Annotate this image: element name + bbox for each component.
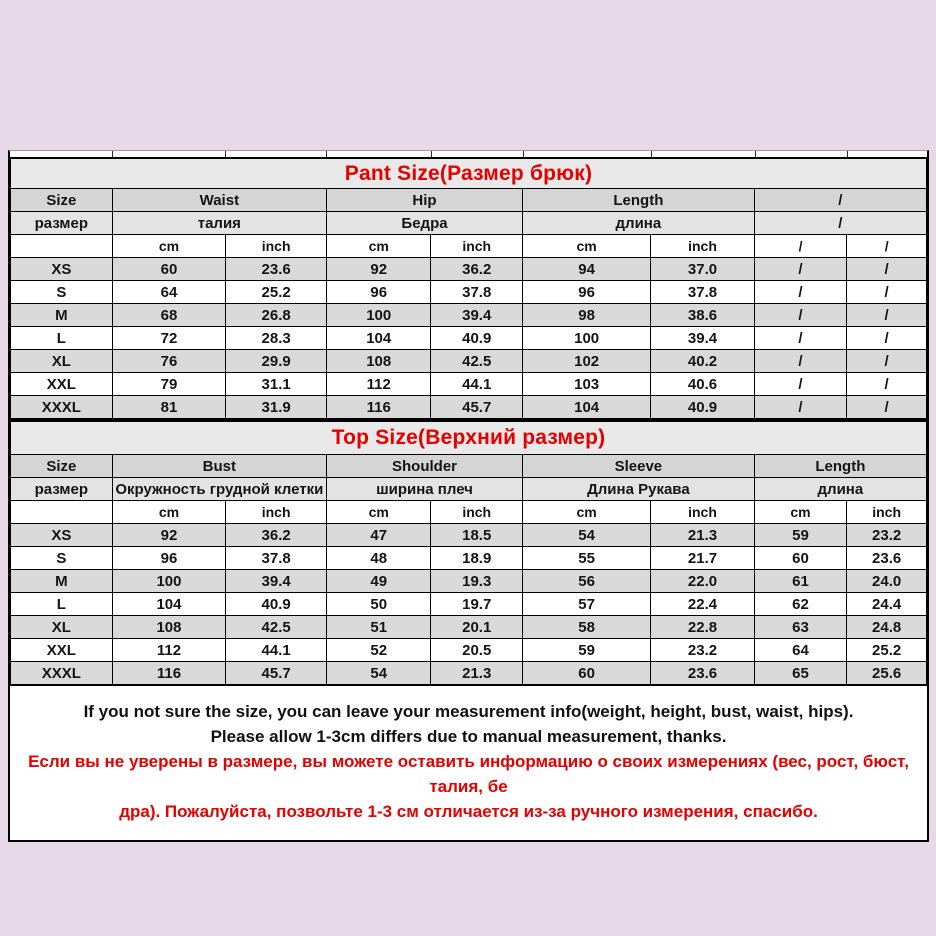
value-cell: 38.6 xyxy=(651,304,755,327)
value-cell: 64 xyxy=(754,639,847,662)
value-cell: 96 xyxy=(523,281,651,304)
top-row-L xyxy=(11,593,927,616)
value-cell: / xyxy=(847,327,927,350)
value-cell: 61 xyxy=(754,570,847,593)
value-cell: 104 xyxy=(327,327,431,350)
value-cell: 63 xyxy=(754,616,847,639)
pant-table-title: Pant Size(Размер брюк) xyxy=(11,158,927,189)
header-unit: cm xyxy=(754,501,847,524)
value-cell: 108 xyxy=(327,350,431,373)
value-cell: 103 xyxy=(523,373,651,396)
value-cell: 40.6 xyxy=(651,373,755,396)
size-label: L xyxy=(11,327,113,350)
size-label: XXL xyxy=(11,639,113,662)
value-cell: 22.4 xyxy=(651,593,755,616)
value-cell: 104 xyxy=(523,396,651,420)
value-cell: 24.4 xyxy=(847,593,927,616)
header-en: / xyxy=(754,189,926,212)
header-unit: / xyxy=(754,235,847,258)
top-size-table xyxy=(10,420,927,686)
pant-row-XXL xyxy=(11,373,927,396)
tables-host xyxy=(10,157,927,686)
top-row-XXXL xyxy=(11,662,927,686)
column-tick xyxy=(523,151,524,157)
value-cell: 40.9 xyxy=(226,593,327,616)
value-cell: 19.7 xyxy=(431,593,523,616)
size-label: XXL xyxy=(11,373,113,396)
value-cell: 47 xyxy=(327,524,431,547)
value-cell: 19.3 xyxy=(431,570,523,593)
value-cell: 21.3 xyxy=(651,524,755,547)
top-row-S xyxy=(11,547,927,570)
header-en: Bust xyxy=(112,455,326,478)
value-cell: 31.1 xyxy=(226,373,327,396)
value-cell: 23.6 xyxy=(651,662,755,686)
note-line-en-1: If you not sure the size, you can leave your measurement info(weight, height, bust, waist, hips). xyxy=(83,702,854,721)
value-cell: / xyxy=(754,350,847,373)
value-cell: 22.0 xyxy=(651,570,755,593)
size-label: XXXL xyxy=(11,662,113,686)
value-cell: / xyxy=(754,281,847,304)
value-cell: 45.7 xyxy=(226,662,327,686)
value-cell: 40.9 xyxy=(431,327,523,350)
header-size-en: Size xyxy=(11,455,113,478)
header-unit: inch xyxy=(431,501,523,524)
header-unit: / xyxy=(847,235,927,258)
top-table-title: Top Size(Верхний размер) xyxy=(11,421,927,455)
value-cell: / xyxy=(754,258,847,281)
top-row-XL xyxy=(11,616,927,639)
value-cell: 39.4 xyxy=(431,304,523,327)
value-cell: 37.0 xyxy=(651,258,755,281)
header-en: Length xyxy=(754,455,926,478)
column-tick xyxy=(847,151,848,157)
value-cell: 48 xyxy=(327,547,431,570)
header-ru: ширина плеч xyxy=(327,478,523,501)
column-tick xyxy=(225,151,226,157)
header-unit: inch xyxy=(226,501,327,524)
value-cell: 100 xyxy=(112,570,226,593)
pant-row-XXXL xyxy=(11,396,927,420)
header-en: Hip xyxy=(327,189,523,212)
note-line-ru-2: дра). Пожалуйста, позвольте 1-3 см отличается из-за ручного измерения, спасибо. xyxy=(119,802,818,821)
column-tick xyxy=(431,151,432,157)
header-ru: Окружность грудной клетки xyxy=(112,478,326,501)
value-cell: 44.1 xyxy=(431,373,523,396)
value-cell: / xyxy=(847,350,927,373)
value-cell: 51 xyxy=(327,616,431,639)
header-ru: / xyxy=(754,212,926,235)
value-cell: 92 xyxy=(327,258,431,281)
value-cell: / xyxy=(847,396,927,420)
value-cell: 25.6 xyxy=(847,662,927,686)
pant-row-XL xyxy=(11,350,927,373)
pant-size-table xyxy=(10,157,927,420)
header-unit: inch xyxy=(651,501,755,524)
value-cell: 60 xyxy=(112,258,226,281)
value-cell: 50 xyxy=(327,593,431,616)
value-cell: 49 xyxy=(327,570,431,593)
value-cell: 98 xyxy=(523,304,651,327)
header-unit: cm xyxy=(112,501,226,524)
value-cell: 100 xyxy=(523,327,651,350)
column-tick xyxy=(112,151,113,157)
value-cell: 18.5 xyxy=(431,524,523,547)
value-cell: 52 xyxy=(327,639,431,662)
value-cell: 76 xyxy=(112,350,226,373)
header-unit: cm xyxy=(112,235,226,258)
value-cell: / xyxy=(754,304,847,327)
value-cell: 29.9 xyxy=(226,350,327,373)
value-cell: 36.2 xyxy=(226,524,327,547)
value-cell: 81 xyxy=(112,396,226,420)
header-unit: cm xyxy=(523,501,651,524)
header-size-ru: размер xyxy=(11,478,113,501)
size-label: M xyxy=(11,304,113,327)
value-cell: 42.5 xyxy=(226,616,327,639)
column-tick xyxy=(755,151,756,157)
pant-row-S xyxy=(11,281,927,304)
size-label: L xyxy=(11,593,113,616)
header-unit: inch xyxy=(431,235,523,258)
value-cell: 18.9 xyxy=(431,547,523,570)
value-cell: 42.5 xyxy=(431,350,523,373)
header-unit: inch xyxy=(226,235,327,258)
value-cell: / xyxy=(847,281,927,304)
value-cell: 37.8 xyxy=(226,547,327,570)
value-cell: 92 xyxy=(112,524,226,547)
header-unit: inch xyxy=(847,501,927,524)
value-cell: 20.1 xyxy=(431,616,523,639)
value-cell: 56 xyxy=(523,570,651,593)
value-cell: 54 xyxy=(523,524,651,547)
value-cell: 25.2 xyxy=(847,639,927,662)
value-cell: / xyxy=(754,327,847,350)
header-size-en: Size xyxy=(11,189,113,212)
size-label: S xyxy=(11,547,113,570)
size-label: XXXL xyxy=(11,396,113,420)
value-cell: 23.6 xyxy=(847,547,927,570)
pant-row-M xyxy=(11,304,927,327)
value-cell: 59 xyxy=(754,524,847,547)
value-cell: 20.5 xyxy=(431,639,523,662)
value-cell: 65 xyxy=(754,662,847,686)
size-chart-panel xyxy=(8,150,929,842)
header-en: Waist xyxy=(112,189,326,212)
value-cell: 96 xyxy=(112,547,226,570)
header-unit-empty xyxy=(11,501,113,524)
value-cell: 100 xyxy=(327,304,431,327)
value-cell: 104 xyxy=(112,593,226,616)
size-label: S xyxy=(11,281,113,304)
header-en: Sleeve xyxy=(523,455,755,478)
value-cell: 37.8 xyxy=(431,281,523,304)
value-cell: / xyxy=(847,258,927,281)
value-cell: 59 xyxy=(523,639,651,662)
value-cell: 116 xyxy=(112,662,226,686)
size-label: XL xyxy=(11,616,113,639)
value-cell: 60 xyxy=(523,662,651,686)
value-cell: 40.9 xyxy=(651,396,755,420)
column-tick xyxy=(326,151,327,157)
header-ru: талия xyxy=(112,212,326,235)
header-ru: длина xyxy=(754,478,926,501)
value-cell: 62 xyxy=(754,593,847,616)
value-cell: 21.3 xyxy=(431,662,523,686)
value-cell: 24.0 xyxy=(847,570,927,593)
value-cell: 112 xyxy=(112,639,226,662)
header-size-ru: размер xyxy=(11,212,113,235)
value-cell: 68 xyxy=(112,304,226,327)
value-cell: 39.4 xyxy=(226,570,327,593)
size-label: XS xyxy=(11,258,113,281)
value-cell: 44.1 xyxy=(226,639,327,662)
value-cell: 28.3 xyxy=(226,327,327,350)
header-unit: cm xyxy=(327,501,431,524)
value-cell: 21.7 xyxy=(651,547,755,570)
header-unit: cm xyxy=(523,235,651,258)
value-cell: / xyxy=(754,373,847,396)
value-cell: 23.2 xyxy=(651,639,755,662)
value-cell: 23.6 xyxy=(226,258,327,281)
header-en: Length xyxy=(523,189,755,212)
header-unit-empty xyxy=(11,235,113,258)
note-line-en-2: Please allow 1-3cm differs due to manual measurement, thanks. xyxy=(210,727,727,746)
value-cell: 36.2 xyxy=(431,258,523,281)
value-cell: / xyxy=(754,396,847,420)
value-cell: 79 xyxy=(112,373,226,396)
value-cell: 37.8 xyxy=(651,281,755,304)
value-cell: 45.7 xyxy=(431,396,523,420)
value-cell: 108 xyxy=(112,616,226,639)
value-cell: 94 xyxy=(523,258,651,281)
value-cell: 54 xyxy=(327,662,431,686)
value-cell: 58 xyxy=(523,616,651,639)
header-ru: Длина Рукава xyxy=(523,478,755,501)
value-cell: 55 xyxy=(523,547,651,570)
value-cell: 23.2 xyxy=(847,524,927,547)
pant-row-XS xyxy=(11,258,927,281)
header-unit: inch xyxy=(651,235,755,258)
value-cell: 26.8 xyxy=(226,304,327,327)
size-label: XL xyxy=(11,350,113,373)
value-cell: 60 xyxy=(754,547,847,570)
value-cell: 31.9 xyxy=(226,396,327,420)
top-row-XS xyxy=(11,524,927,547)
note-line-ru-1: Если вы не уверены в размере, вы можете оставить информацию о своих измерениях (вес, рост, бюст, талия, бе xyxy=(28,752,909,796)
value-cell: / xyxy=(847,373,927,396)
header-unit: cm xyxy=(327,235,431,258)
size-label: XS xyxy=(11,524,113,547)
size-label: M xyxy=(11,570,113,593)
top-row-M xyxy=(11,570,927,593)
value-cell: 40.2 xyxy=(651,350,755,373)
value-cell: 64 xyxy=(112,281,226,304)
value-cell: 102 xyxy=(523,350,651,373)
measurement-notes xyxy=(10,686,927,840)
header-ru: Бедра xyxy=(327,212,523,235)
value-cell: 25.2 xyxy=(226,281,327,304)
header-ru: длина xyxy=(523,212,755,235)
value-cell: 24.8 xyxy=(847,616,927,639)
value-cell: 116 xyxy=(327,396,431,420)
value-cell: 96 xyxy=(327,281,431,304)
value-cell: 72 xyxy=(112,327,226,350)
value-cell: 22.8 xyxy=(651,616,755,639)
top-row-XXL xyxy=(11,639,927,662)
column-tick xyxy=(651,151,652,157)
value-cell: 112 xyxy=(327,373,431,396)
value-cell: / xyxy=(847,304,927,327)
value-cell: 57 xyxy=(523,593,651,616)
value-cell: 39.4 xyxy=(651,327,755,350)
header-en: Shoulder xyxy=(327,455,523,478)
pant-row-L xyxy=(11,327,927,350)
column-ruler-strip xyxy=(10,151,927,157)
